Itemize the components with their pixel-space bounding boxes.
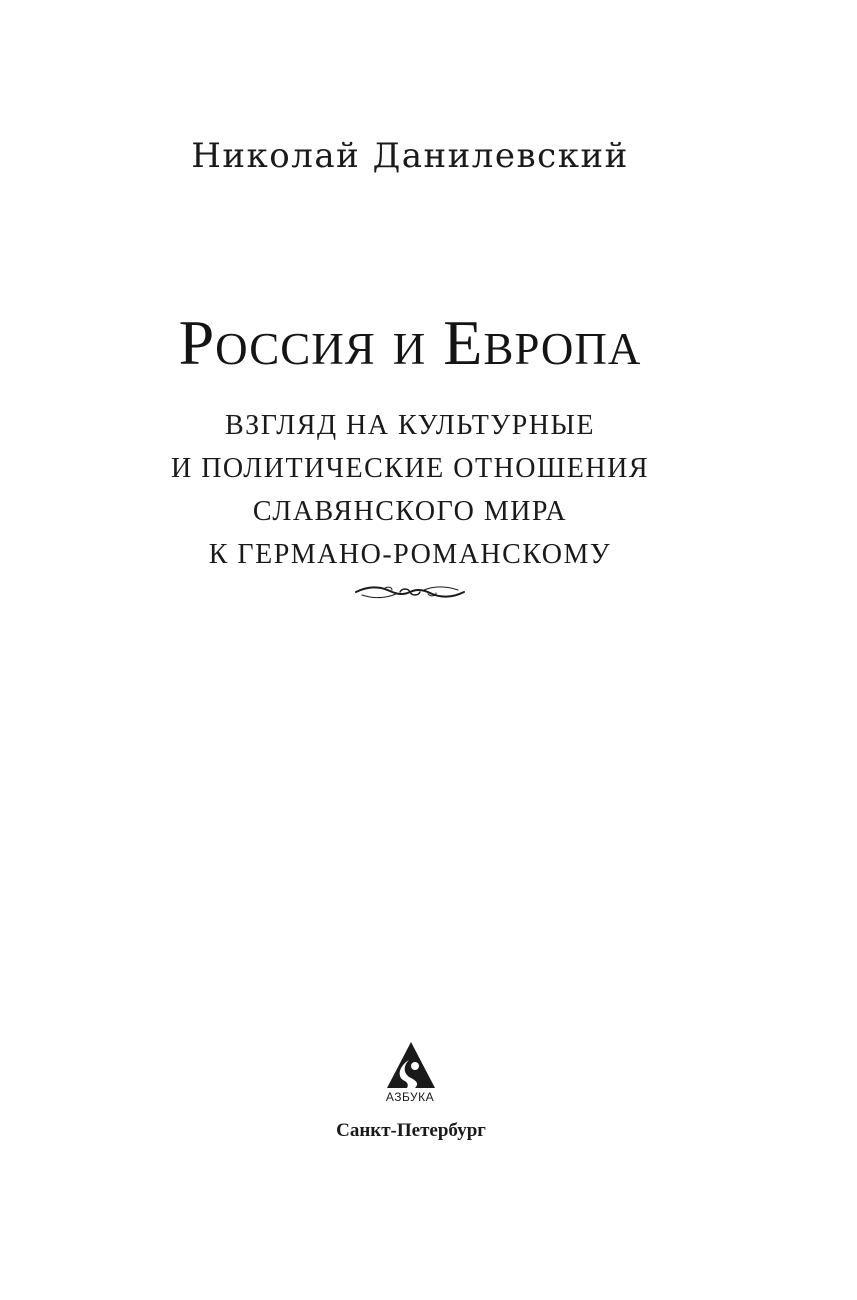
book-subtitle bbox=[0, 404, 820, 576]
publisher-logo-text: АЗБУКА bbox=[385, 1090, 435, 1104]
subtitle-line-4: К ГЕРМАНО-РОМАНСКОМУ bbox=[208, 539, 612, 570]
flourish-ornament-icon bbox=[354, 580, 466, 604]
book-title: Россия и Европа bbox=[178, 307, 642, 378]
subtitle-line-1: ВЗГЛЯД НА КУЛЬТУРНЫЕ bbox=[225, 410, 595, 441]
subtitle-line-2: И ПОЛИТИЧЕСКИЕ ОТНОШЕНИЯ bbox=[170, 453, 649, 484]
publisher-city: Санкт-Петербург bbox=[336, 1120, 486, 1141]
author-name: Николай Данилевский bbox=[191, 136, 629, 176]
subtitle-line-3: СЛАВЯНСКОГО МИРА bbox=[252, 496, 568, 527]
